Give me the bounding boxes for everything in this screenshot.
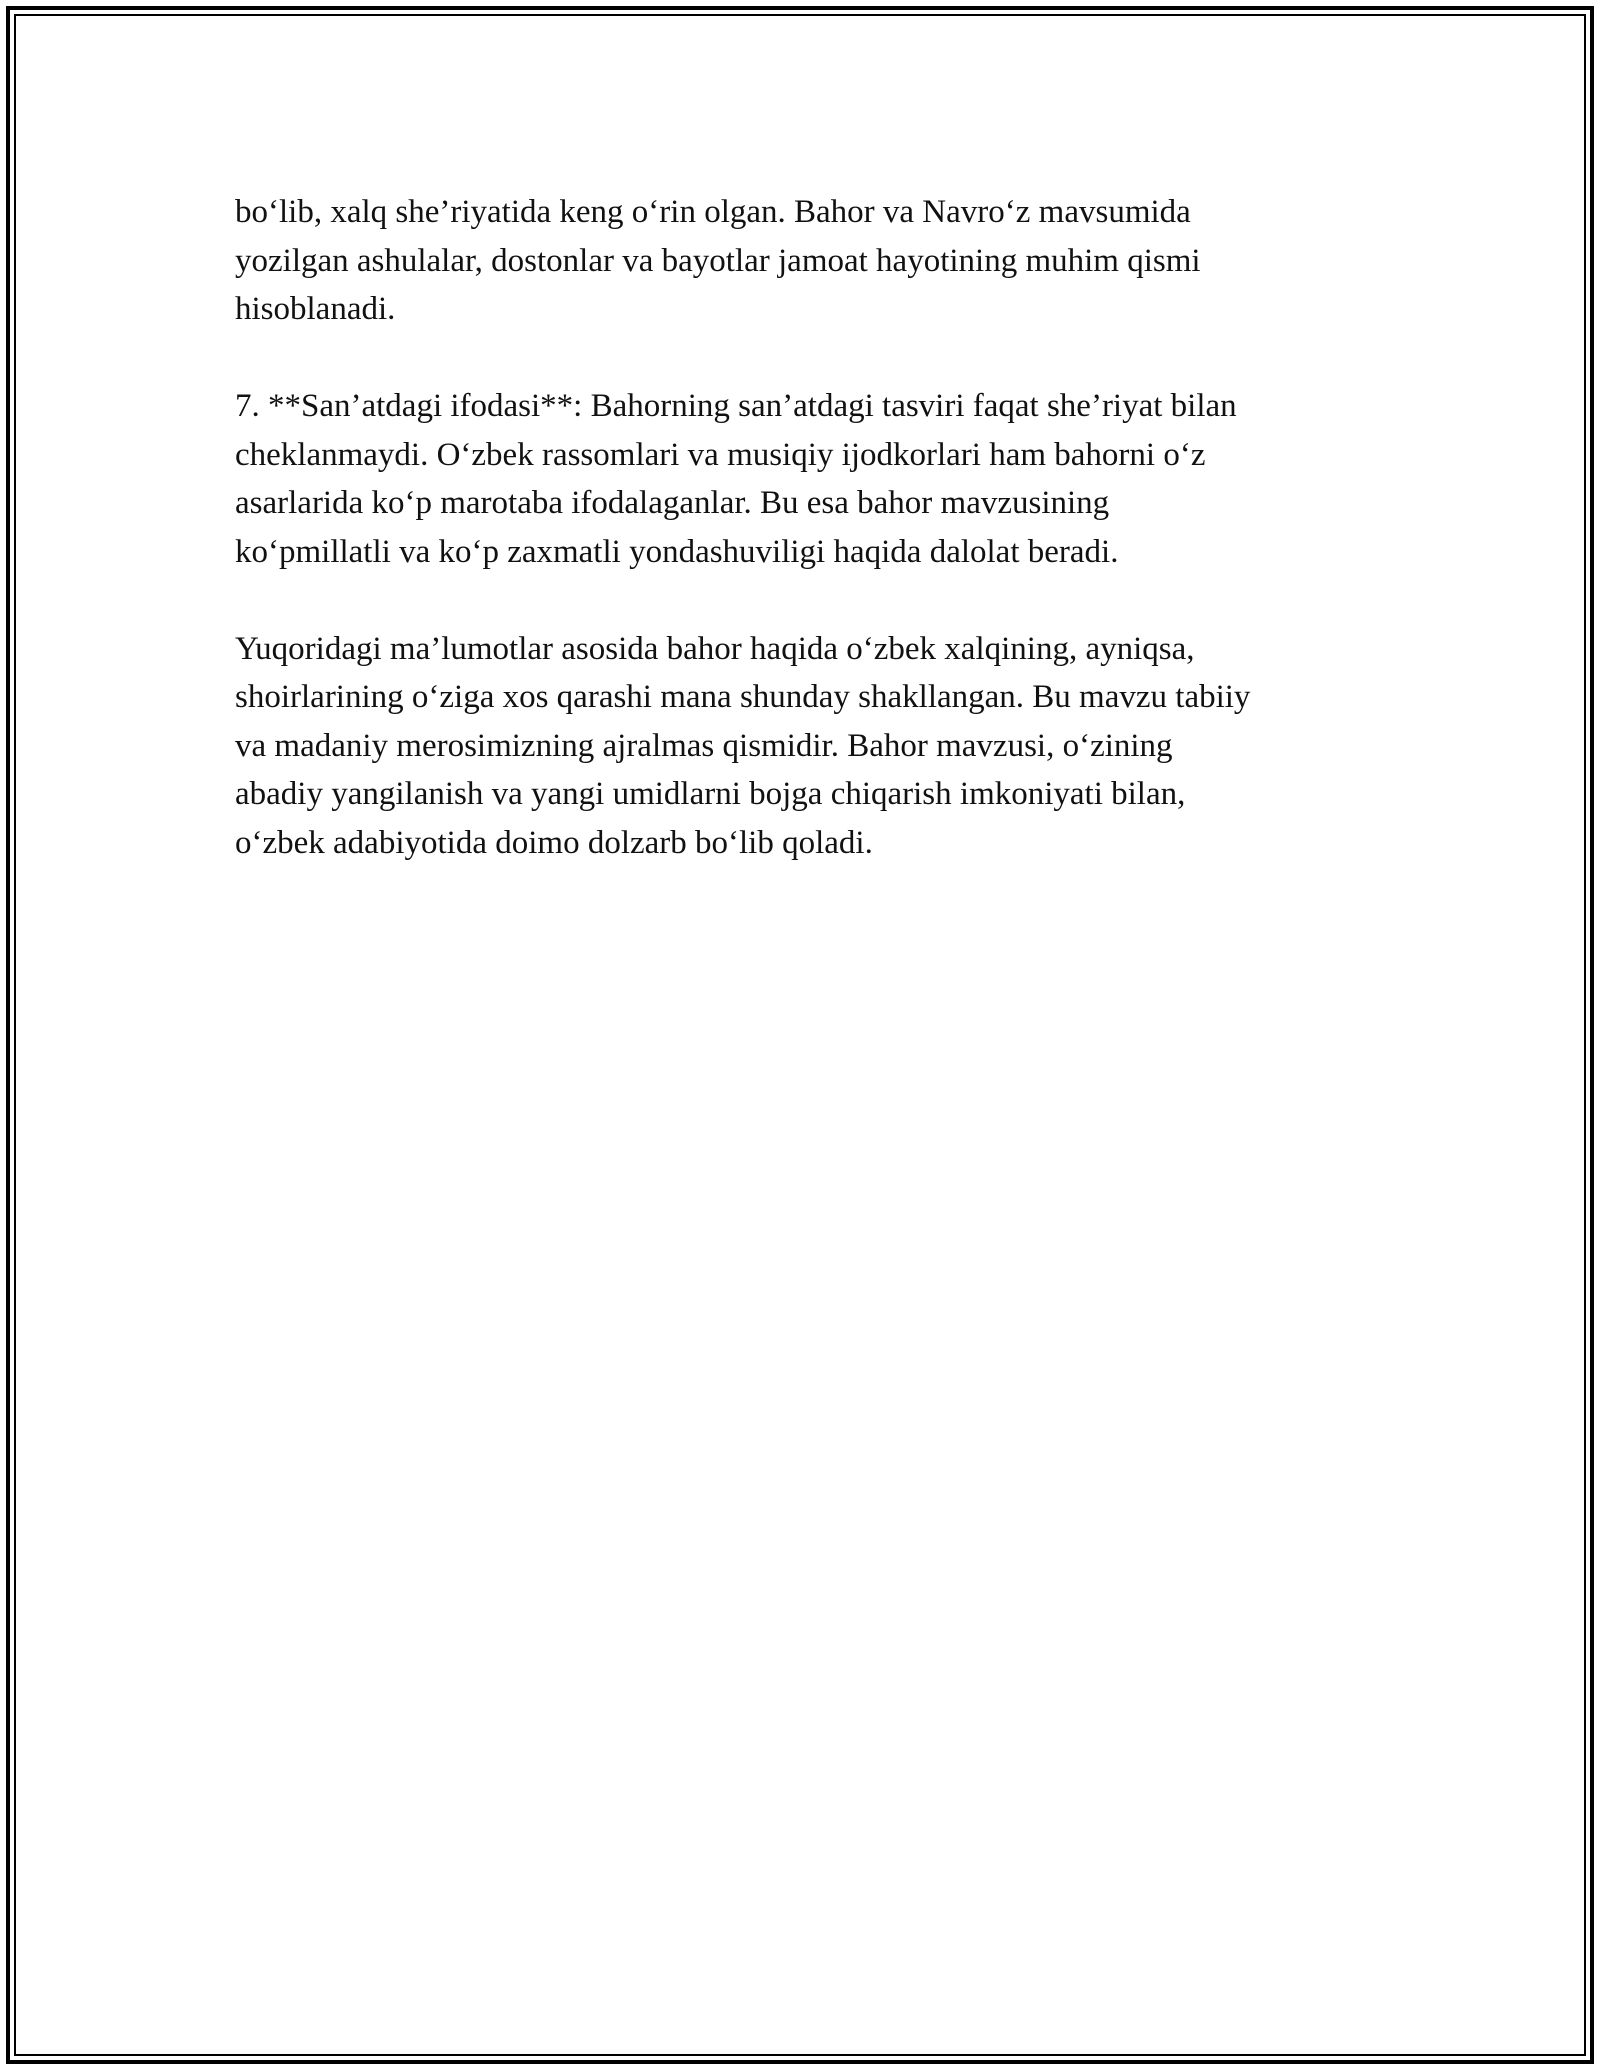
text-line: va madaniy merosimizning ajralmas qismidir. Bahor mavzusi, o‘zining bbox=[235, 727, 1173, 764]
text-line: asarlarida ko‘p marotaba ifodalaganlar. Bu esa bahor mavzusining bbox=[235, 485, 1110, 521]
text-line: 7. **San’atdagi ifodasi**: Bahorning san’atdagi tasviri faqat she’riyat bilan bbox=[235, 388, 1237, 424]
text-line: abadiy yangilanish va yangi umidlarni bojga chiqarish imkoniyati bilan, bbox=[235, 776, 1186, 812]
text-line: ko‘pmillatli va ko‘p zaxmatli yondashuviligi haqida dalolat beradi. bbox=[235, 533, 1119, 570]
paragraph-item-7 bbox=[235, 382, 1385, 576]
paragraph-conclusion bbox=[235, 625, 1385, 868]
paragraph-continuation bbox=[235, 188, 1385, 334]
text-line: bo‘lib, xalq she’riyatida keng o‘rin olgan. Bahor va Navro‘z mavsumida bbox=[235, 194, 1191, 230]
text-line: hisoblanadi. bbox=[235, 291, 396, 327]
document-body bbox=[235, 188, 1385, 916]
text-line: yozilgan ashulalar, dostonlar va bayotlar jamoat hayotining muhim qismi bbox=[235, 242, 1201, 279]
text-line: o‘zbek adabiyotida doimo dolzarb bo‘lib qoladi. bbox=[235, 824, 873, 861]
text-line: Yuqoridagi ma’lumotlar asosida bahor haqida o‘zbek xalqining, ayniqsa, bbox=[235, 630, 1195, 667]
text-line: cheklanmaydi. O‘zbek rassomlari va musiqiy ijodkorlari ham bahorni o‘z bbox=[235, 436, 1206, 473]
text-line: shoirlarining o‘ziga xos qarashi mana shunday shakllangan. Bu mavzu tabiiy bbox=[235, 679, 1251, 715]
